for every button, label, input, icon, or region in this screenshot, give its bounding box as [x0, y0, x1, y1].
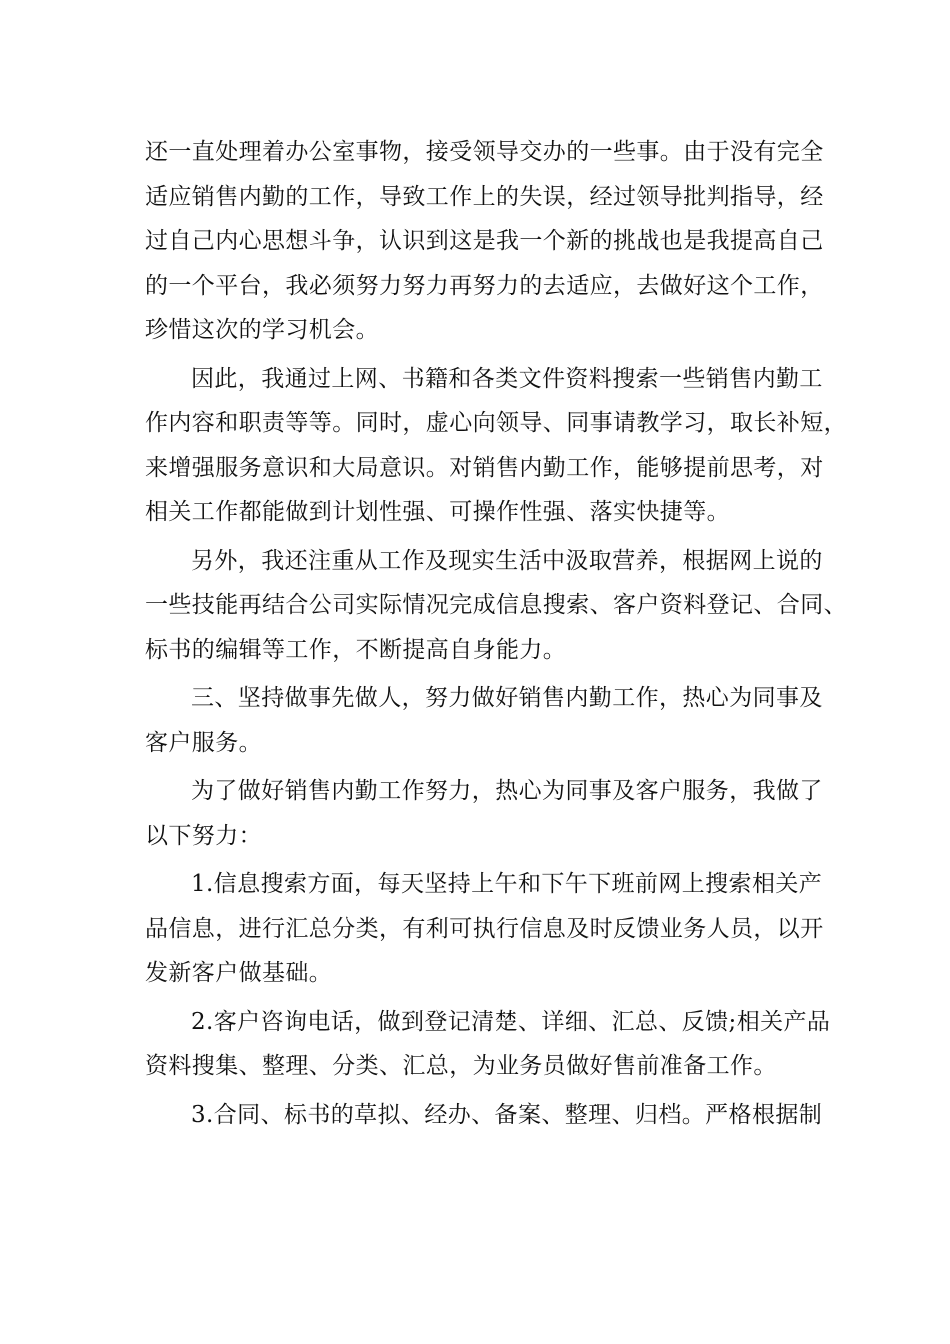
text-line: 为了做好销售内勤工作努力，热心为同事及客户服务，我做了 — [191, 778, 823, 804]
text-line: 客户服务。 — [145, 729, 262, 756]
paragraph — [145, 676, 823, 765]
text-line: 标书的编辑等工作，不断提高自身能力。 — [145, 636, 567, 663]
document-body — [145, 130, 847, 1137]
text-line: 过自己内心思想斗争，认识到这是我一个新的挑战也是我提高自己 — [145, 228, 824, 254]
text-line: 适应销售内勤的工作，导致工作上的失误，经过领导批判指导，经 — [145, 183, 824, 210]
text-line: 一些技能再结合公司实际情况完成信息搜索、客户资料登记、合同、 — [145, 592, 847, 618]
text-line: 还一直处理着办公室事物，接受领导交办的一些事。由于没有完全 — [145, 139, 824, 165]
text-line: 的一个平台，我必须努力努力再努力的去适应，去做好这个工作， — [145, 272, 824, 299]
paragraph — [145, 130, 824, 353]
text-line: 珍惜这次的学习机会。 — [145, 317, 379, 343]
text-line: 来增强服务意识和大局意识。对销售内勤工作，能够提前思考，对 — [145, 454, 824, 481]
text-line: 以下努力： — [145, 822, 262, 849]
text-line: 3.合同、标书的草拟、经办、备案、整理、归档。严格根据制 — [191, 1101, 823, 1128]
text-line: 相关工作都能做到计划性强、可操作性强、落实快捷等。 — [145, 499, 730, 525]
text-line: 发新客户做基础。 — [145, 960, 333, 986]
text-line: 因此，我通过上网、书籍和各类文件资料搜索一些销售内勤工 — [191, 365, 823, 392]
text-line: 品信息，进行汇总分类，有利可执行信息及时反馈业务人员，以开 — [145, 915, 824, 942]
text-line: 1.信息搜索方面，每天坚持上午和下午下班前网上搜索相关产 — [191, 871, 823, 897]
text-line: 资料搜集、整理、分类、汇总，为业务员做好售前准备工作。 — [145, 1053, 777, 1079]
paragraph — [145, 539, 847, 673]
paragraph — [145, 357, 847, 535]
paragraph — [145, 1093, 823, 1138]
text-line: 作内容和职责等等。同时，虚心向领导、同事请教学习，取长补短， — [145, 410, 847, 436]
paragraph — [145, 1000, 831, 1089]
text-line: 2.客户咨询电话，做到登记清楚、详细、汇总、反馈;相关产品 — [191, 1008, 831, 1035]
paragraph — [145, 769, 823, 858]
text-line: 三、坚持做事先做人，努力做好销售内勤工作，热心为同事及 — [191, 685, 823, 711]
text-line: 另外，我还注重从工作及现实生活中汲取营养，根据网上说的 — [191, 547, 823, 574]
paragraph — [145, 862, 824, 996]
